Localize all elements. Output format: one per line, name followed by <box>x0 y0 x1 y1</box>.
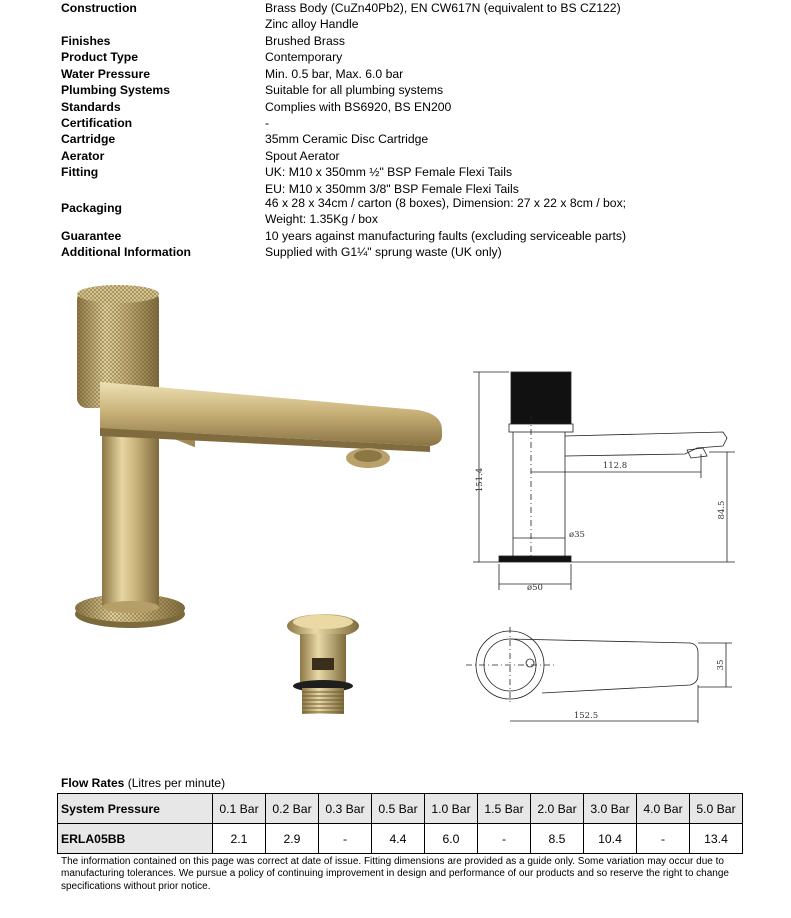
spec-value: Contemporary <box>265 50 343 65</box>
flow-header-label: System Pressure <box>58 794 213 824</box>
waste-cap-top <box>293 615 353 629</box>
spec-value: Brass Body (CuZn40Pb2), EN CW617N (equivalent to BS CZ122) Zinc alloy Handle <box>265 1 621 32</box>
spec-label: Fitting <box>61 165 99 180</box>
spec-label: Additional Information <box>61 245 191 260</box>
dim-body-dia-text: ø35 <box>569 530 585 540</box>
drawing-handle <box>511 372 571 424</box>
spec-row-additional-information <box>61 244 761 260</box>
spec-row-fitting <box>61 164 761 197</box>
pressure-cell: 5.0 Bar <box>690 794 743 824</box>
tap-spout-image <box>100 378 450 474</box>
spec-row-water-pressure <box>61 66 761 82</box>
drawing-aerator <box>687 448 707 458</box>
spout-aerator-inner <box>354 450 382 462</box>
flow-rates-table <box>57 793 743 854</box>
spec-label: Product Type <box>61 50 138 65</box>
spec-value: 46 x 28 x 34cm / carton (8 boxes), Dimension: 27 x 22 x 8cm / box; Weight: 1.35Kg / box <box>265 196 627 227</box>
spec-row-product-type <box>61 49 761 65</box>
flow-header-row <box>58 794 743 824</box>
spec-row-construction <box>61 0 761 33</box>
spec-row-plumbing-systems <box>61 82 761 98</box>
waste-slot <box>312 658 334 670</box>
pressure-cell: 0.1 Bar <box>213 794 266 824</box>
dim-spout-height-text: 84.5 <box>717 500 727 520</box>
dim-height-text: 151.4 <box>475 467 485 493</box>
spec-value: Complies with BS6920, BS EN200 <box>265 99 452 114</box>
spec-table <box>61 0 761 261</box>
spec-row-certification <box>61 115 761 131</box>
rate-cell: - <box>637 824 690 854</box>
plan-view-drawing <box>462 625 742 725</box>
spec-row-standards <box>61 99 761 115</box>
tap-body-bottom <box>102 601 159 613</box>
plan-spout-outline <box>510 639 698 693</box>
pressure-cell: 3.0 Bar <box>584 794 637 824</box>
pressure-cell: 2.0 Bar <box>531 794 584 824</box>
product-code: ERLA05BB <box>58 824 213 854</box>
spec-row-cartridge <box>61 131 761 147</box>
spec-label: Certification <box>61 116 133 131</box>
pressure-cell: 0.2 Bar <box>266 794 319 824</box>
spec-label: Cartridge <box>61 132 116 147</box>
tap-handle-top-knurl <box>77 285 159 303</box>
spec-value: UK: M10 x 350mm ½" BSP Female Flexi Tails EU: M10 x 350mm 3/8" BSP Female Flexi Tails <box>265 165 519 196</box>
rate-cell: 4.4 <box>372 824 425 854</box>
dim-reach-text: 112.8 <box>602 461 628 471</box>
rate-cell: 13.4 <box>690 824 743 854</box>
spec-label: Finishes <box>61 34 111 48</box>
rate-cell: 10.4 <box>584 824 637 854</box>
drawing-spout <box>565 432 727 456</box>
spec-row-guarantee <box>61 228 761 244</box>
spec-value: 10 years against manufacturing faults (excluding serviceable parts) <box>265 228 627 243</box>
spec-label: Water Pressure <box>61 66 150 81</box>
pressure-cell: 0.3 Bar <box>319 794 372 824</box>
dim-base-dia-text: ø50 <box>527 583 543 593</box>
spec-label: Plumbing Systems <box>61 83 171 98</box>
sprung-waste-image <box>280 612 370 724</box>
rate-cell: 8.5 <box>531 824 584 854</box>
drawing-handle-collar <box>509 424 573 432</box>
plan-handle-dot <box>526 659 534 667</box>
spec-value: Suitable for all plumbing systems <box>265 83 444 98</box>
pressure-cell: 1.5 Bar <box>478 794 531 824</box>
rate-cell: - <box>478 824 531 854</box>
spec-value: - <box>265 116 270 131</box>
spec-label: Aerator <box>61 148 105 163</box>
spec-value: Spout Aerator <box>265 148 340 163</box>
disclaimer: The information contained on this page was correct at date of issue. Fitting dimensions are provided as a guide only. Some variation may occur due to manufacturing tolerances. We pursue a policy of continuing improvement in design and performance of our products and so reserve the right to change specifications without prior notice. <box>61 856 729 892</box>
flow-rates-title: Flow Rates (Litres per minute) <box>61 776 226 790</box>
spec-value: Min. 0.5 bar, Max. 6.0 bar <box>265 66 404 81</box>
rate-cell: - <box>319 824 372 854</box>
spec-row-aerator <box>61 148 761 164</box>
spec-value: Brushed Brass <box>265 34 345 48</box>
pressure-cell: 1.0 Bar <box>425 794 478 824</box>
spec-row-packaging <box>61 195 761 228</box>
rate-cell: 6.0 <box>425 824 478 854</box>
pressure-cell: 0.5 Bar <box>372 794 425 824</box>
pressure-cell: 4.0 Bar <box>637 794 690 824</box>
side-elevation-drawing <box>465 360 745 610</box>
spec-label: Standards <box>61 99 121 114</box>
flow-data-row <box>58 824 743 854</box>
spec-value: Supplied with G1¼" sprung waste (UK only) <box>265 245 502 260</box>
spec-label: Guarantee <box>61 228 122 243</box>
spec-label: Construction <box>61 1 137 15</box>
spec-row-finishes <box>61 33 761 49</box>
rate-cell: 2.9 <box>266 824 319 854</box>
plan-length-text: 152.5 <box>573 711 599 721</box>
rate-cell: 2.1 <box>213 824 266 854</box>
plan-width-text: 35 <box>716 659 726 671</box>
drawing-base <box>499 556 571 562</box>
spec-value: 35mm Ceramic Disc Cartridge <box>265 132 429 147</box>
spec-label: Packaging <box>61 201 122 216</box>
